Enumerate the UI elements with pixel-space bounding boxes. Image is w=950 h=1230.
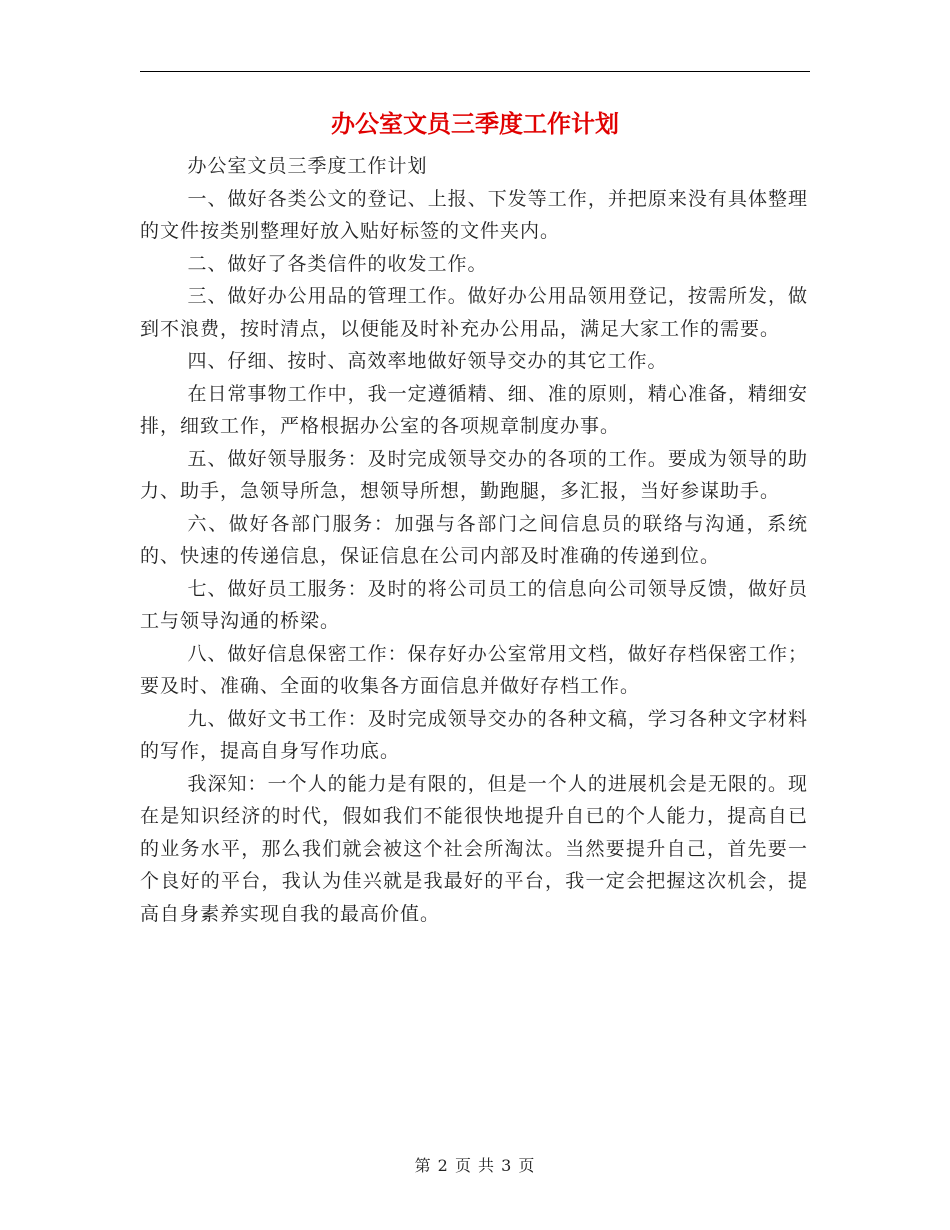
paragraph-conclusion: 我深知：一个人的能力是有限的，但是一个人的进展机会是无限的。现在是知识经济的时代，假如我们不能很快地提升自已的个人能力，提高自已的业务水平，那么我们就会被这个社会所淘汰。当然要提升自己，首先要一个良好的平台，我认为佳兴就是我最好的平台，我一定会把握这次机会，提高自身素养实现自我的最高价值。 xyxy=(140,772,808,925)
paragraph-item-7: 七、做好员工服务：及时的将公司员工的信息向公司领导反馈，做好员工与领导沟通的桥梁。 xyxy=(140,577,808,632)
paragraph-subtitle: 办公室文员三季度工作计划 xyxy=(187,155,428,177)
paragraph-item-3: 三、做好办公用品的管理工作。做好办公用品领用登记，按需所发，做到不浪费，按时清点，以便能及时补充办公用品，满足大家工作的需要。 xyxy=(140,285,808,340)
page-number: 第 2 页 共 3 页 xyxy=(414,1156,536,1175)
header-rule xyxy=(140,71,810,72)
paragraph-item-8: 八、做好信息保密工作：保存好办公室常用文档，做好存档保密工作；要及时、准确、全面的收集各方面信息并做好存档工作。 xyxy=(140,642,808,697)
paragraph-item-1: 一、做好各类公文的登记、上报、下发等工作，并把原来没有具体整理的文件按类别整理好放入贴好标签的文件夹内。 xyxy=(140,187,808,242)
paragraph-item-4: 四、仔细、按时、高效率地做好领导交办的其它工作。 xyxy=(187,350,668,372)
paragraph-daily-work: 在日常事物工作中，我一定遵循精、细、准的原则，精心准备，精细安排，细致工作，严格根据办公室的各项规章制度办事。 xyxy=(140,382,808,437)
paragraph-item-9: 九、做好文书工作：及时完成领导交办的各种文稿，学习各种文字材料的写作，提高自身写作功底。 xyxy=(140,707,808,762)
paragraph-item-5: 五、做好领导服务：及时完成领导交办的各项的工作。要成为领导的助力、助手，急领导所急，想领导所想，勤跑腿，多汇报，当好参谋助手。 xyxy=(140,447,808,502)
paragraph-item-2: 二、做好了各类信件的收发工作。 xyxy=(187,252,488,275)
document-title: 办公室文员三季度工作计划 xyxy=(331,109,619,138)
document-body xyxy=(140,150,808,930)
paragraph-item-6: 六、做好各部门服务：加强与各部门之间信息员的联络与沟通，系统的、快速的传递信息，保证信息在公司内部及时准确的传递到位。 xyxy=(140,512,808,567)
